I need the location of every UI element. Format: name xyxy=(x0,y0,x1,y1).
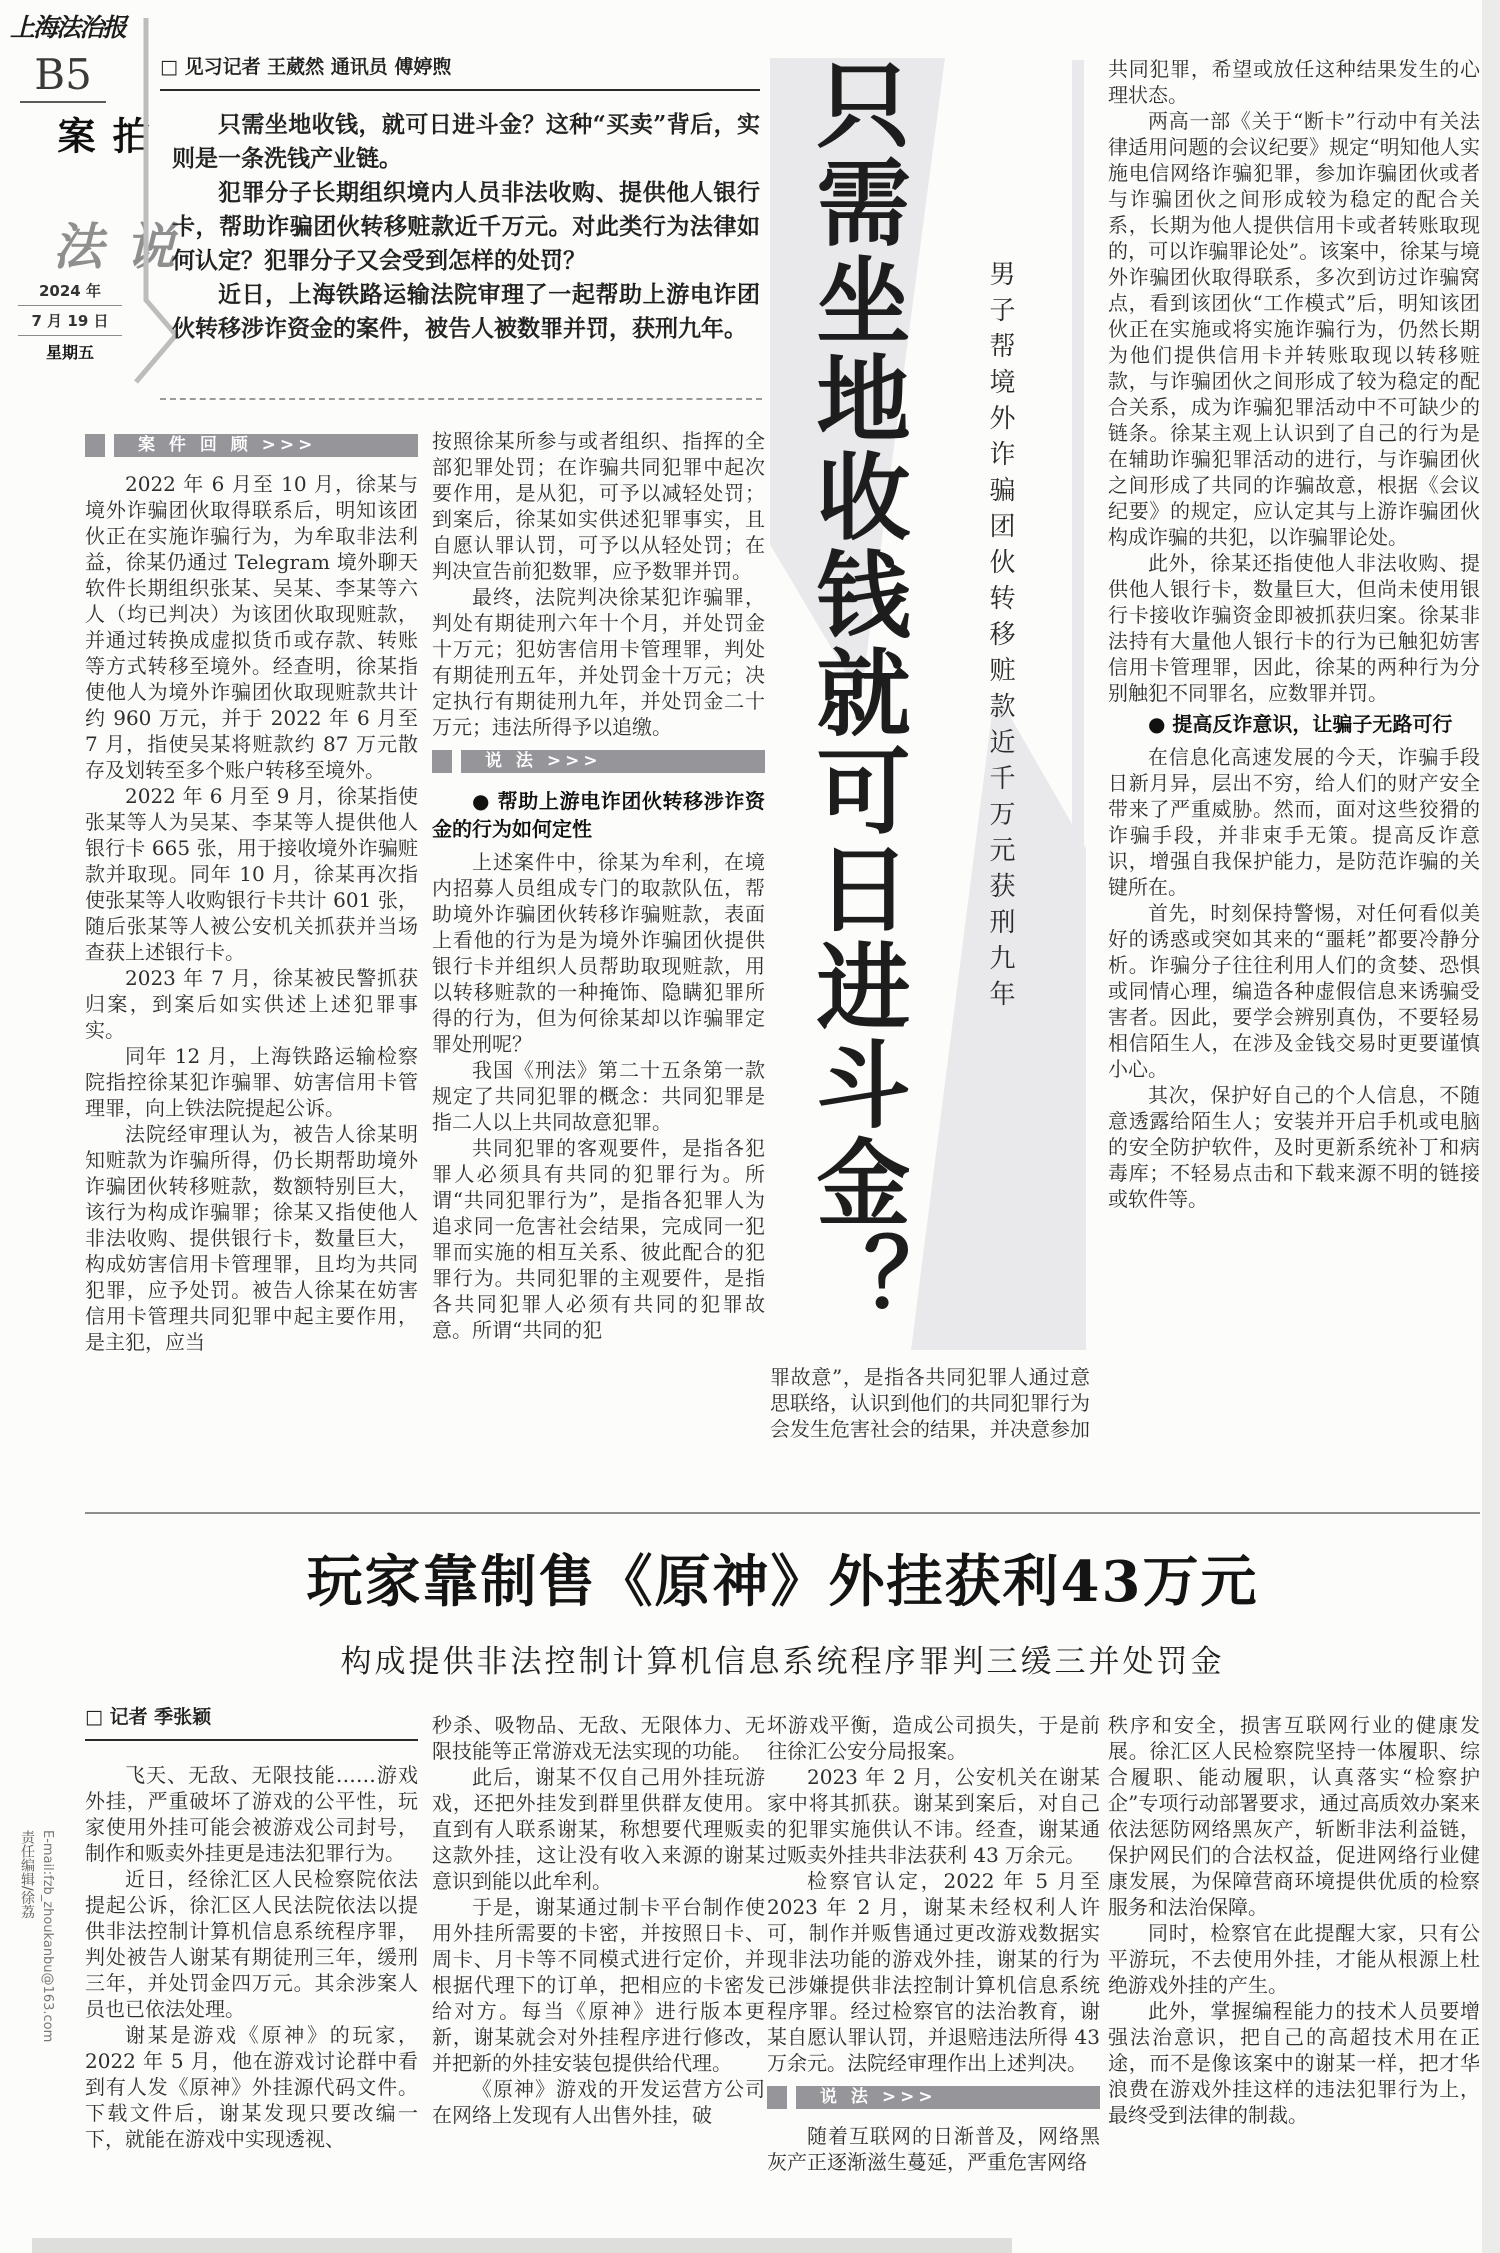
paragraph: 此外，掌握编程能力的技术人员要增强法治意识，把自己的高超技术用在正途，而不是像该案中的谢某一样，把才华浪费在游戏外挂这样的违法犯罪行为上，最终受到法律的制裁。 xyxy=(1108,1999,1480,2127)
section-bar-square xyxy=(85,434,105,457)
section-header-case-review xyxy=(85,434,418,457)
bottom-article-column-1 xyxy=(85,1762,418,2152)
paragraph: 按照徐某所参与或者组织、指挥的全部犯罪处罚；在诈骗共同犯罪中起次要作用，是从犯，可予以减轻处罚；到案后，徐某如实供述犯罪事实，且自愿认罪认罚，可予以从轻处罚；在判决宣告前犯数罪，应予数罪并罚。 xyxy=(432,429,765,583)
date-weekday: 星期五 xyxy=(18,335,122,367)
section-bar-label: 说 法 >>> xyxy=(796,2086,1100,2109)
commentary-subhead-1: ● 帮助上游电诈团伙转移涉诈资金的行为如何定性 xyxy=(432,789,765,841)
paragraph: 犯罪分子长期组织境内人员非法收购、提供他人银行卡，帮助诈骗团伙转移赃款近千万元。对此类行为法律如何认定？犯罪分子又会受到怎样的处罚？ xyxy=(172,179,760,274)
section-header-commentary xyxy=(432,750,765,773)
paragraph: 此外，徐某还指使他人非法收购、提供他人银行卡，数量巨大，但尚未使用银行卡接收诈骗资金即被抓获归案。徐某非法持有大量他人银行卡的行为已触犯妨害信用卡管理罪，因此，徐某的两种行为分别触犯不同罪名，应数罪并罚。 xyxy=(1108,551,1480,705)
column-title-paian: 拍案 xyxy=(51,116,150,160)
bottom-commentary-text xyxy=(767,2123,1100,2175)
paragraph: 谢某是游戏《原神》的玩家，2022 年 5 月，他在游戏讨论群中看到有人发《原神》外挂源代码文件。下载文件后，谢某发现只要改编一下，就能在游戏中实现透视、 xyxy=(85,2023,418,2151)
paragraph: 共同犯罪的客观要件，是指各犯罪人必须具有共同的犯罪行为。所谓“共同犯罪行为”，是指各犯罪人为追求同一危害社会结果，完成同一犯罪而实施的相互关系、彼此配合的犯罪行为。共同犯罪的主观要件，是指各共同犯罪人必须有共同的犯罪故意。所谓“共同的犯 xyxy=(432,1136,765,1342)
scan-edge-right xyxy=(1482,0,1500,2253)
paragraph: 最终，法院判决徐某犯诈骗罪，判处有期徒刑六年十个月，并处罚金十万元；犯妨害信用卡管理罪，判处有期徒刑五年，并处罚金十万元；决定执行有期徒刑九年，并处罚金二十万元；违法所得予以追缴。 xyxy=(432,585,765,739)
paragraph: 2022 年 6 月至 10 月，徐某与境外诈骗团伙取得联系后，明知该团伙正在实施诈骗行为，为牟取非法利益，徐某仍通过 Telegram 境外聊天软件长期组织张某、吴某、李某等六人（均已判决）为该团伙取现赃款，并通过转换成虚拟货币或存款、转账等方式转移至境外。经查明，徐某指使他人为境外诈骗团伙取现赃款共计约 960 万元，并于 2022 年 6 月至 7 月，指使吴某将赃款约 87 万元散存及划转至多个账户转移至境外。 xyxy=(85,472,418,782)
paragraph: 近日，经徐汇区人民检察院依法提起公诉，徐汇区人民法院依法以提供非法控制计算机信息系统程序罪，判处被告人谢某有期徒刑三年，缓刑三年，并处罚金四万元。其余涉案人员也已依法处理。 xyxy=(85,1867,418,2021)
paper-logo: 上海法治报 xyxy=(10,13,126,42)
paragraph: 飞天、无敌、无限技能……游戏外挂，严重破坏了游戏的公平性，玩家使用外挂可能会被游戏公司封号，制作和贩卖外挂更是违法犯罪行为。 xyxy=(85,1763,418,1865)
paragraph: 秩序和安全，损害互联网行业的健康发展。徐汇区人民检察院坚持一体履职、综合履职、能动履职，认真落实“检察护企”专项行动部署要求，通过高质效办案来依法惩防网络黑灰产，斩断非法利益链，保护网民们的合法权益，促进网络行业健康发展，为保障营商环境提供优质的检察服务和法治保障。 xyxy=(1108,1713,1480,1919)
paragraph: 同时，检察官在此提醒大家，只有公平游玩，不去使用外挂，才能从根源上杜绝游戏外挂的产生。 xyxy=(1108,1921,1480,1997)
paragraph: 只需坐地收钱，就可日进斗金？这种“买卖”背后，实则是一条洗钱产业链。 xyxy=(172,111,760,172)
section-bar-square xyxy=(432,750,452,773)
top-article-column-1 xyxy=(85,424,418,1355)
date-block xyxy=(18,276,122,367)
top-article-column-2 xyxy=(432,428,765,1343)
editor-email: E-mail:fzb_zhoukanbu@163.com xyxy=(40,1830,55,2043)
paragraph: 近日，上海铁路运输法院审理了一起帮助上游电诈团伙转移涉诈资金的案件，被告人被数罪并罚，获刑九年。 xyxy=(172,281,760,342)
bottom-article-byline: □ 记者 季张颖 xyxy=(85,1702,418,1741)
top-article-column-4 xyxy=(1108,56,1480,1212)
section-bar-square xyxy=(767,2086,787,2109)
bottom-article-column-2 xyxy=(432,1712,765,2128)
paragraph: 在信息化高速发展的今天，诈骗手段日新月异，层出不穷，给人们的财产安全带来了严重威胁。然而，面对这些狡猾的诈骗手段，并非束手无策。提高反诈意识，增强自我保护能力，是防范诈骗的关键所在。 xyxy=(1108,745,1480,899)
paragraph: 2023 年 7 月，徐某被民警抓获归案，到案后如实供述上述犯罪事实。 xyxy=(85,966,418,1042)
paragraph: 于是，谢某通过制卡平台制作使用外挂所需要的卡密，并按照日卡、周卡、月卡等不同模式进行定价，并根据代理下的订单，把相应的卡密发给对方。每当《原神》进行版本更新，谢某就会对外挂程序进行修改，并把新的外挂安装包提供给代理。 xyxy=(432,1895,765,2075)
paragraph: 检察官认定，2022 年 5 月至 2023 年 2 月，谢某未经权利人许可，制作并贩售通过更改游戏数据实现非法功能的游戏外挂，谢某的行为已涉嫌提供非法控制计算机信息系统程序罪。经过检察官的法治教育，谢某自愿认罪认罚，并退赔违法所得 43 万余元。法院经审理作出上述判决。 xyxy=(767,1869,1100,2075)
commentary-text-3 xyxy=(1108,744,1480,1212)
paragraph: 同年 12 月，上海铁路运输检察院指控徐某犯诈骗罪、妨害信用卡管理罪，向上铁法院提起公诉。 xyxy=(85,1044,418,1120)
article-divider-rule xyxy=(85,1512,1480,1514)
paragraph: 其次，保护好自己的个人信息，不随意透露给陌生人；安装并开启手机或电脑的安全防护软件，及时更新系统补丁和病毒库；不轻易点击和下载来源不明的链接或软件等。 xyxy=(1108,1083,1480,1211)
paragraph: 共同犯罪，希望或放任这种结果发生的心理状态。 xyxy=(1108,57,1480,107)
masthead xyxy=(10,8,176,362)
date-year: 2024 年 xyxy=(39,282,101,300)
paragraph: 坏游戏平衡，造成公司损失，于是前往徐汇公安分局报案。 xyxy=(767,1713,1100,1763)
top-article-headline: 只需坐地收钱就可日进斗金？ xyxy=(800,56,910,1330)
commentary-text-continued xyxy=(770,1364,1090,1442)
editor-name: 责任编辑/徐荔 xyxy=(19,1830,35,1919)
bottom-article-column-3 xyxy=(767,1712,1100,2175)
paragraph: 《原神》游戏的开发运营方公司在网络上发现有人出售外挂，破 xyxy=(432,2077,765,2127)
page-number: B5 xyxy=(20,50,106,103)
bottom-article-subhead: 构成提供非法控制计算机信息系统程序罪判三缓三并处罚金 xyxy=(340,1644,1225,1680)
top-article-intro xyxy=(172,108,760,346)
paragraph: 上述案件中，徐某为牟利，在境内招募人员组成专门的取款队伍，帮助境外诈骗团伙转移诈骗赃款，表面上看他的行为是为境外诈骗团伙提供银行卡并组织人员帮助取现赃款，用以转移赃款的一种掩饰、隐瞒犯罪所得的行为，但为何徐某却以诈骗罪定罪处刑呢？ xyxy=(432,850,765,1056)
paragraph: 两高一部《关于“断卡”行动中有关法律适用问题的会议纪要》规定“明知他人实施电信网络诈骗犯罪，参加诈骗团伙或者与诈骗团伙之间形成较为稳定的配合关系，长期为他人提供信用卡或者转账取现的，可以诈骗罪论处”。该案中，徐某与境外诈骗团伙取得联系，多次到访过诈骗窝点，看到该团伙“工作模式”后，明知该团伙正在实施或将实施诈骗行为，仍然长期为他们提供信用卡并转账取现以转移赃款，与诈骗团伙之间形成了较为稳定的配合关系，成为诈骗犯罪活动中不可缺少的链条。徐某主观上认识到了自己的行为是在辅助诈骗犯罪活动的进行，与诈骗团伙之间形成了共同的诈骗故意，根据《会议纪要》的规定，应认定其与上游诈骗团伙构成诈骗的共犯，以诈骗罪论处。 xyxy=(1108,109,1480,549)
date-day: 7 月 19 日 xyxy=(18,305,122,335)
top-article-byline: □ 见习记者 王葳然 通讯员 傅婷煦 xyxy=(160,52,760,91)
case-review-text xyxy=(85,471,418,1355)
commentary-subhead-2: ● 提高反诈意识，让骗子无路可行 xyxy=(1148,712,1453,736)
commentary-text-2 xyxy=(1108,56,1480,706)
paragraph: 随着互联网的日渐普及，网络黑灰产正逐渐滋生蔓延，严重危害网络 xyxy=(767,2124,1100,2174)
section-bar-label: 案 件 回 顾 >>> xyxy=(114,434,418,457)
bottom-article-text xyxy=(767,1712,1100,2076)
paragraph: 罪故意”，是指各共同犯罪人通过意思联络，认识到他们的共同犯罪行为会发生危害社会的结果，并决意参加 xyxy=(770,1365,1090,1441)
paragraph: 此后，谢某不仅自己用外挂玩游戏，还把外挂发到群里供群友使用。直到有人联系谢某，称想要代理贩卖这款外挂，这让没有收入来源的谢某意识到能以此牟利。 xyxy=(432,1765,765,1893)
column-title-shuofa: 说法 xyxy=(45,220,176,278)
paragraph: 2022 年 6 月至 9 月，徐某指使张某等人为吴某、李某等人提供他人银行卡 665 张，用于接收境外诈骗赃款并取现。同年 10 月，徐某再次指使张某等人收购银行卡共计 601 张，随后张某等人被公安机关抓获并当场查获上述银行卡。 xyxy=(85,784,418,964)
top-article-headline-block xyxy=(770,48,1092,1350)
scan-edge-bottom xyxy=(32,2238,1012,2253)
paragraph: 法院经审理认为，被告人徐某明知赃款为诈骗所得，仍长期帮助境外诈骗团伙转移赃款，数额特别巨大，该行为构成诈骗罪；徐某又指使他人非法收购、提供银行卡，数量巨大，构成妨害信用卡管理罪，且均为共同犯罪，应予处罚。被告人徐某在妨害信用卡管理共同犯罪中起主要作用，是主犯，应当 xyxy=(85,1122,418,1354)
paragraph: 秒杀、吸物品、无敌、无限体力、无限技能等正常游戏无法实现的功能。 xyxy=(432,1713,765,1763)
section-header-commentary-bottom xyxy=(767,2086,1100,2109)
paragraph: 2023 年 2 月，公安机关在谢某家中将其抓获。谢某到案后，对自己的犯罪实施供认不讳。经查，谢某通过贩卖外挂共非法获利 43 万余元。 xyxy=(767,1765,1100,1867)
paragraph: 我国《刑法》第二十五条第一款规定了共同犯罪的概念：共同犯罪是指二人以上共同故意犯罪。 xyxy=(432,1058,765,1134)
intro-dashed-divider xyxy=(160,398,762,400)
commentary-text-1 xyxy=(432,849,765,1343)
editor-info xyxy=(14,1830,58,2250)
section-bar-label: 说 法 >>> xyxy=(461,750,765,773)
bottom-article-headline: 玩家靠制售《原神》外挂获利43万元 xyxy=(306,1549,1259,1615)
bottom-article-column-4 xyxy=(1108,1712,1480,2128)
top-article-subhead: 男子帮境外诈骗团伙转移赃款近千万元获刑九年 xyxy=(985,260,1015,1016)
case-review-text-continued xyxy=(432,428,765,740)
column-rule xyxy=(1072,60,1084,1345)
paragraph: 首先，时刻保持警惕，对任何看似美好的诱惑或突如其来的“噩耗”都要冷静分析。诈骗分子往往利用人们的贪婪、恐惧或同情心理，编造各种虚假信息来诱骗受害者。因此，要学会辨别真伪，不要轻易相信陌生人，在涉及金钱交易时更要谨慎小心。 xyxy=(1108,901,1480,1081)
